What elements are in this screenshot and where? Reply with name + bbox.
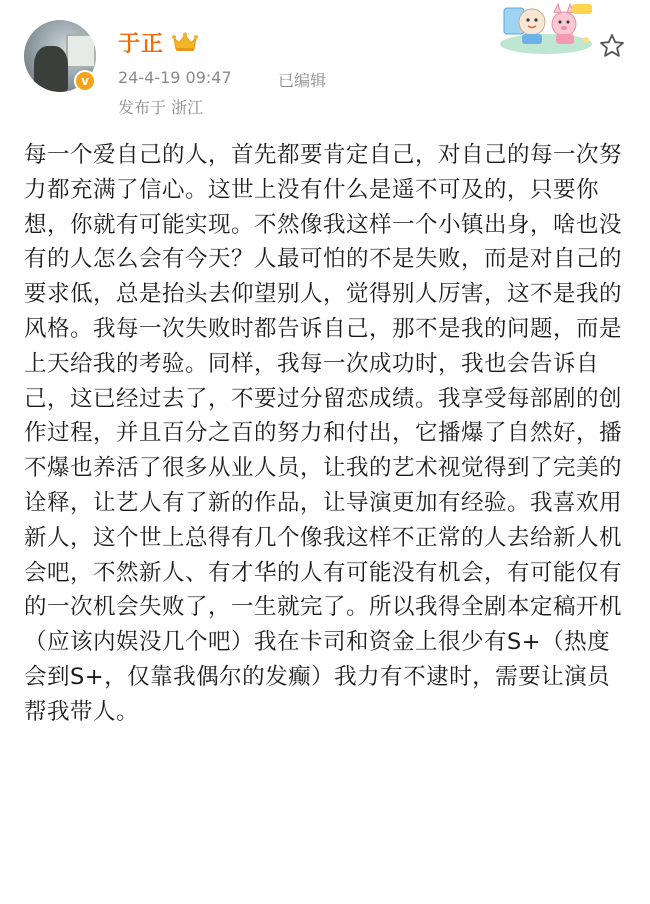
star-icon[interactable] bbox=[598, 32, 626, 60]
edited-label[interactable]: 已编辑 bbox=[278, 71, 327, 90]
crown-icon bbox=[172, 32, 198, 52]
avatar-figure bbox=[34, 46, 68, 92]
avatar-background-board bbox=[66, 34, 96, 68]
post-timestamp: 24-4-19 09:47 bbox=[118, 68, 232, 87]
post-header bbox=[0, 0, 650, 130]
verified-badge-icon: v bbox=[74, 70, 96, 92]
author-name[interactable]: 于正 bbox=[118, 32, 165, 57]
post-body-text: 每一个爱自己的人，首先都要肯定自己，对自己的每一次努力都充满了信心。这世上没有什么是遥不可及的，只要你想，你就有可能实现。不然像我这样一个小镇出身，啥也没有的人怎么会有今天？人最可怕的不是失败，而是对自己的要求低，总是抬头去仰望别人，觉得别人厉害，这不是我的风格。我每一次失败时都告诉自己，那不是我的问题，而是上天给我的考验。同样，我每一次成功时，我也会告诉自己，这已经过去了，不要过分留恋成绩。我享受每部剧的创作过程，并且百分之百的努力和付出，它播爆了自然好，播不爆也养活了很多从业人员，让我的艺术视觉得到了完美的诠释，让艺人有了新的作品，让导演更加有经验。我喜欢用新人，这个世上总得有几个像我这样不正常的人去给新人机会吧，不然新人、有才华的人有可能没有机会，有可能仅有的一次机会失败了，一生就完了。所以我得全剧本定稿开机（应该内娱没几个吧）我在卡司和资金上很少有S+（热度会到S+，仅靠我偶尔的发癫）我力有不逮时，需要让演员帮我带人。 bbox=[24, 142, 623, 725]
cartoon-sticker-icon bbox=[498, 0, 594, 56]
post-location: 发布于 浙江 bbox=[118, 98, 204, 117]
